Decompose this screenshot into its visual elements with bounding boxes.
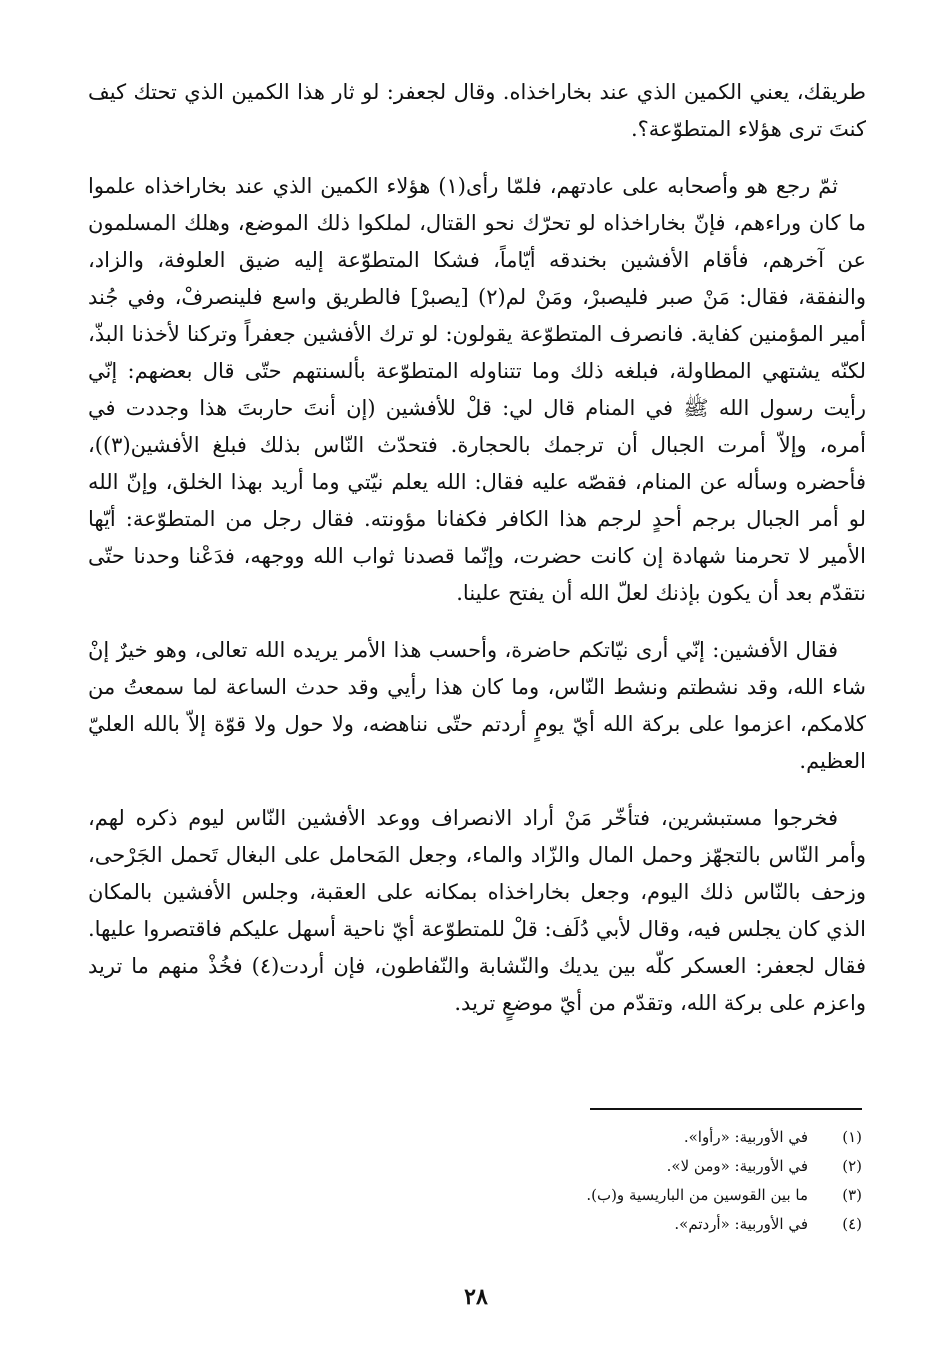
footnote-number: (٢): [842, 1157, 862, 1175]
footnotes: [300, 1123, 862, 1239]
paragraph-3: فقال الأفشين: إنّي أرى نيّاتكم حاضرة، وأحسب هذا الأمر يريده الله تعالى، وهو خيرٌ إنْ شاء الله، وقد نشطتم ونشط النّاس، وما كان هذا رأيي وقد حدث الساعة لما سمعتُ من كلامكم، اعزموا على بركة الله أيّ يومٍ أردتم حتّى نناهضه، ولا حول ولا قوّة إلاّ بالله العليّ العظيم.: [88, 638, 866, 773]
footnote-number: (٤): [842, 1215, 862, 1233]
paragraph-2: ثمّ رجع هو وأصحابه على عادتهم، فلمّا رأى(١) هؤلاء الكمين الذي عند بخاراخذاه علموا ما كان وراءهم، فإنّ بخاراخذاه لو تحرّك نحو القتال، لملكوا ذلك الموضع، وهلك المسلمون عن آخرهم، فأقام الأفشين بخندقه أيّاماً، فشكا المتطوّعة إليه ضيق العلوفة، والزاد، والنفقة، فقال: مَنْ صبر فليصبرْ، ومَنْ لم(٢) [يصبرْ] فالطريق واسع فلينصرفْ، وفي جُند أمير المؤمنين كفاية. فانصرف المتطوّعة يقولون: لو ترك الأفشين جعفراً وتركنا لأخذنا البذّ، لكنّه يشتهي المطاولة، فبلغه ذلك وما تتناوله المتطوّعة بألسنتهم حتّى قال بعضهم: إنّي رأيت رسول الله ﷺ في المنام قال لي: قلْ للأفشين (إن أنتَ حاربتَ هذا وجددت في أمره، وإلاّ أمرت الجبال أن ترجمك بالحجارة. فتحدّث النّاس بذلك فبلغ الأفشين(٣))، فأحضره وسأله عن المنام، فقصّه عليه فقال: الله يعلم نيّتي وما أريد بهذا الخلق، وإنّ الله لو أمر الجبال برجم أحدٍ لرجم هذا الكافر فكفانا مؤونته. فقال رجل من المتطوّعة: أيّها الأمير لا تحرمنا شهادة إن كانت حضرت، وإنّما قصدنا ثواب الله ووجهه، فدَعْنا وحدنا حتّى نتقدّم بعد أن يكون بإذنك لعلّ الله أن يفتح علينا.: [88, 174, 866, 605]
footnote-number: (١): [842, 1128, 862, 1146]
footnote-text: في الأوربية: «أردتم».: [674, 1215, 808, 1233]
footnote-text: ما بين القوسين من الباريسية و(ب).: [586, 1186, 808, 1204]
page-number: ٢٨: [464, 1284, 488, 1310]
footnote-text: في الأوربية: «ومن لا».: [666, 1157, 808, 1175]
footnote-3: [300, 1181, 862, 1210]
paragraph-4: فخرجوا مستبشرين، فتأخّر مَنْ أراد الانصراف ووعد الأفشين النّاس ليوم ذكره لهم، وأمر النّاس بالتجهّز وحمل المال والزّاد والماء، وجعل المَحامل على البغال تَحمل الجَرْحى، وزحف بالنّاس ذلك اليوم، وجعل بخاراخذاه بمكانه على العقبة، وجلس الأفشين بالمكان الذي كان يجلس فيه، وقال لأبي دُلَف: قلْ للمتطوّعة أيّ ناحية أسهل عليكم فاقتصروا عليها. فقال لجعفر: العسكر كلّه بين يديك والنّشابة والنّفاطون، فإن أردت(٤) فخُذْ منهم ما تريد واعزم على بركة الله، وتقدّم من أيّ موضعٍ تريد.: [88, 806, 866, 1015]
footnote-text: في الأوربية: «رأوا».: [683, 1128, 808, 1146]
page-body: [88, 74, 866, 1022]
paragraph-1: طريقك، يعني الكمين الذي عند بخاراخذاه. وقال لجعفر: لو ثار هذا الكمين الذي تحتك كيف كنتَ ترى هؤلاء المتطوّعة؟.: [88, 80, 866, 141]
footnote-2: [300, 1152, 862, 1181]
footnote-separator: [590, 1108, 862, 1110]
footnote-4: [300, 1210, 862, 1239]
footnote-number: (٣): [842, 1186, 862, 1204]
footnote-1: [300, 1123, 862, 1152]
